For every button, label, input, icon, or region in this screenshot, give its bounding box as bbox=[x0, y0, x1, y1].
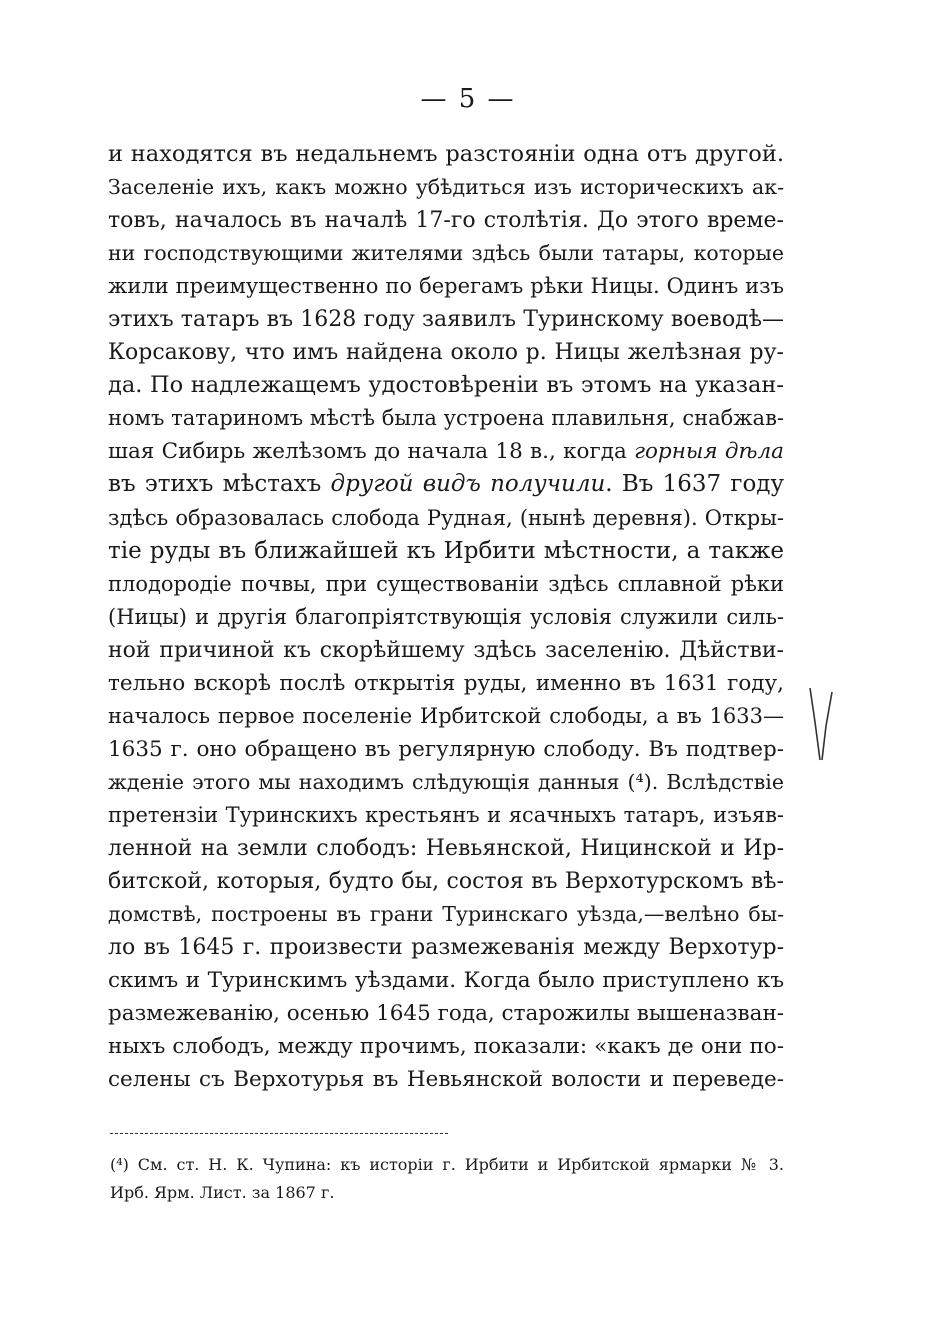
text-line: номъ татариномъ мѣстѣ была устроена плавильня, снабжав- bbox=[108, 406, 784, 431]
text-line: ло въ 1645 г. произвести размежеванія между Верхотур- bbox=[108, 935, 784, 961]
text-run: . Въ 1637 году bbox=[605, 471, 784, 498]
footnote-separator bbox=[110, 1133, 448, 1134]
text-line: домствѣ, построены въ грани Туринскаго уѣзда,—велѣно бы- bbox=[108, 902, 784, 927]
text-line: жденіе этого мы находимъ слѣдующія данныя (⁴). Вслѣдствіе bbox=[108, 769, 784, 794]
text-line: да. По надлежащемъ удостовѣреніи въ этомъ на указан- bbox=[108, 372, 784, 399]
text-line: здѣсь образовалась слобода Рудная, (нынѣ деревня). Откры- bbox=[108, 505, 784, 530]
text-line: Заселеніе ихъ, какъ можно убѣдиться изъ историческихъ ак- bbox=[108, 175, 784, 200]
text-line: товъ, началось въ началѣ 17-го столѣтія. До этого време- bbox=[108, 208, 784, 234]
body-text bbox=[108, 138, 784, 1096]
footnote-line: Ирб. Ярм. Лист. за 1867 г. bbox=[110, 1183, 335, 1202]
text-line: скимъ и Туринскимъ уѣздами. Когда было приступлено къ bbox=[108, 968, 784, 994]
text-run: шая Сибирь желѣзомъ до начала 18 в., когда bbox=[108, 439, 635, 465]
text-line: плодородіе почвы, при существованіи здѣсь сплавной рѣки bbox=[108, 571, 784, 596]
text-line: началось первое поселеніе Ирбитской слободы, а въ 1633— bbox=[108, 703, 784, 728]
text-run: въ этихъ мѣстахъ bbox=[108, 471, 331, 498]
page-number: — 5 — bbox=[420, 84, 516, 114]
text-line bbox=[108, 435, 784, 468]
text-line: размежеванію, осенью 1645 года, старожилы вышеназван- bbox=[108, 1001, 784, 1027]
italic-phrase: горныя дѣла bbox=[634, 439, 784, 465]
text-line: тіе руды въ ближайшей къ Ирбити мѣстности, а также bbox=[108, 537, 784, 564]
text-line: жили преимущественно по берегамъ рѣки Ницы. Одинъ изъ bbox=[108, 274, 784, 299]
text-line: ной причиной къ скорѣйшему здѣсь заселенію. Дѣйстви- bbox=[108, 637, 784, 663]
text-line: селены съ Верхотурья въ Невьянской волости и переведе- bbox=[108, 1067, 784, 1093]
text-line: (Ницы) и другія благопріятствующія условія служили силь- bbox=[108, 604, 784, 629]
text-line: ни господствующими жителями здѣсь были татары, которые bbox=[108, 241, 784, 266]
text-line: 1635 г. оно обращено въ регулярную слободу. Въ подтвер- bbox=[108, 736, 784, 762]
text-line: и находятся въ недальнемъ разстояніи одна отъ другой. bbox=[108, 141, 784, 167]
text-line: ныхъ слободъ, между прочимъ, показали: «какъ де они по- bbox=[108, 1034, 784, 1060]
italic-phrase: другой видъ получили bbox=[330, 471, 606, 498]
footnote bbox=[110, 1151, 784, 1207]
text-line: битской, которыя, будто бы, состоя въ Верхотурскомъ вѣ- bbox=[108, 869, 784, 895]
text-line: ленной на земли слободъ: Невьянской, Ницинской и Ир- bbox=[108, 835, 784, 861]
margin-pencil-mark bbox=[806, 686, 836, 766]
text-line: претензіи Туринскихъ крестьянъ и ясачныхъ татаръ, изъяв- bbox=[108, 802, 784, 827]
footnote-line: (⁴) См. ст. Н. К. Чупина: къ исторіи г. Ирбити и Ирбитской ярмарки № 3. bbox=[110, 1155, 784, 1174]
text-line: этихъ татаръ въ 1628 году заявилъ Туринскому воеводѣ— bbox=[108, 307, 784, 333]
text-line: тельно вскорѣ послѣ открытія руды, именно въ 1631 году, bbox=[108, 670, 784, 696]
text-line: Корсакову, что имъ найдена около р. Ницы желѣзная ру- bbox=[108, 340, 784, 366]
text-line bbox=[108, 468, 784, 501]
